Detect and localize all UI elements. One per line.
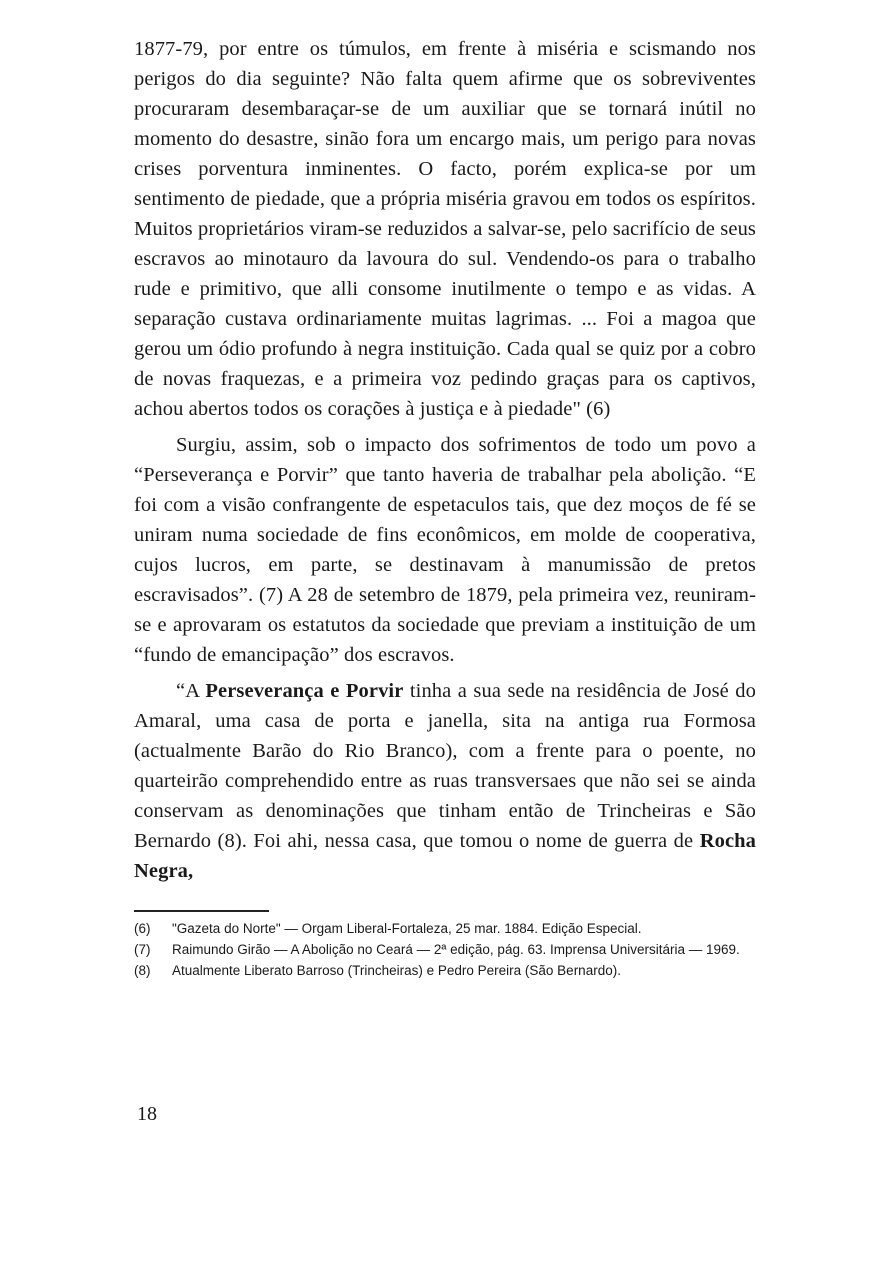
- paragraph-text: 1877-79, por entre os túmulos, em frente à miséria e scismando nos perigos do dia seguinte? Não falta quem afirme que os sobreviventes procuraram desembaraçar-se de um auxiliar que se tornará inútil no momento do desastre, sinão fora um encargo mais, um perigo para novas crises porventura inminentes. O facto, porém explica-se por um sentimento de piedade, que a própria miséria gravou em todos os espíritos. Muitos proprietários viram-se reduzidos a salvar-se, pelo sacrifício de seus escravos ao minotauro da lavoura do sul. Vendendo-os para o trabalho rude e primitivo, que alli consome inutilmente o tempo e as vidas. A separação custava ordinariamente muitas lagrimas. ... Foi a magoa que gerou um ódio profundo à negra instituição. Cada qual se quiz por a cobro de novas fraquezas, e a primeira voz pedindo graças para os captivos, achou abertos todos os corações à justiça e à piedade" (6): [134, 38, 756, 420]
- page-body: [134, 34, 756, 983]
- footnote-text: Raimundo Girão — A Abolição no Ceará — 2ª edição, pág. 63. Imprensa Universitária — 1969.: [172, 942, 740, 957]
- paragraph-text: Surgiu, assim, sob o impacto dos sofrimentos de todo um povo a “Perseverança e Porvir” que tanto haveria de trabalhar pela abolição. “E foi com a visão confrangente de espetaculos tais, que dez moços de fé se uniram numa sociedade de fins econômicos, em molde de cooperativa, cujos lucros, em parte, se destinavam à manumissão de pretos escravisados”. (7) A 28 de setembro de 1879, pela primeira vez, reuniram-se e aprovaram os estatutos da sociedade que previam a instituição de um “fundo de emancipação” dos escravos.: [134, 434, 756, 666]
- footnote-text: "Gazeta do Norte" — Orgam Liberal-Fortaleza, 25 mar. 1884. Edição Especial.: [172, 921, 642, 936]
- footnote-divider: [134, 910, 269, 912]
- paragraph: [134, 430, 756, 670]
- footnote-number: (7): [134, 942, 151, 957]
- bold-text: Perseverança e Porvir: [205, 680, 404, 702]
- footnotes: [134, 920, 756, 980]
- footnote-number: (6): [134, 921, 151, 936]
- footnote: [134, 920, 756, 938]
- footnote-text: Atualmente Liberato Barroso (Trincheiras) e Pedro Pereira (São Bernardo).: [172, 963, 621, 978]
- page-number: 18: [137, 1103, 157, 1125]
- bold-text: Rocha Negra,: [134, 830, 756, 882]
- footnote: [134, 962, 756, 980]
- paragraph: [134, 676, 756, 886]
- footnote: [134, 941, 756, 959]
- body-text: [134, 34, 756, 886]
- paragraph-text: tinha a sua sede na residência de José do Amaral, uma casa de porta e janella, sita na antiga rua Formosa (actualmente Barão do Rio Branco), com a frente para o poente, no quarteirão comprehendido entre as ruas transversaes que não sei se ainda conservam as denominações que tinham então de Trincheiras e São Bernardo (8). Foi ahi, nessa casa, que tomou o nome de guerra de: [134, 680, 756, 852]
- paragraph-text: “A: [176, 680, 206, 702]
- paragraph: [134, 34, 756, 424]
- footnote-number: (8): [134, 963, 151, 978]
